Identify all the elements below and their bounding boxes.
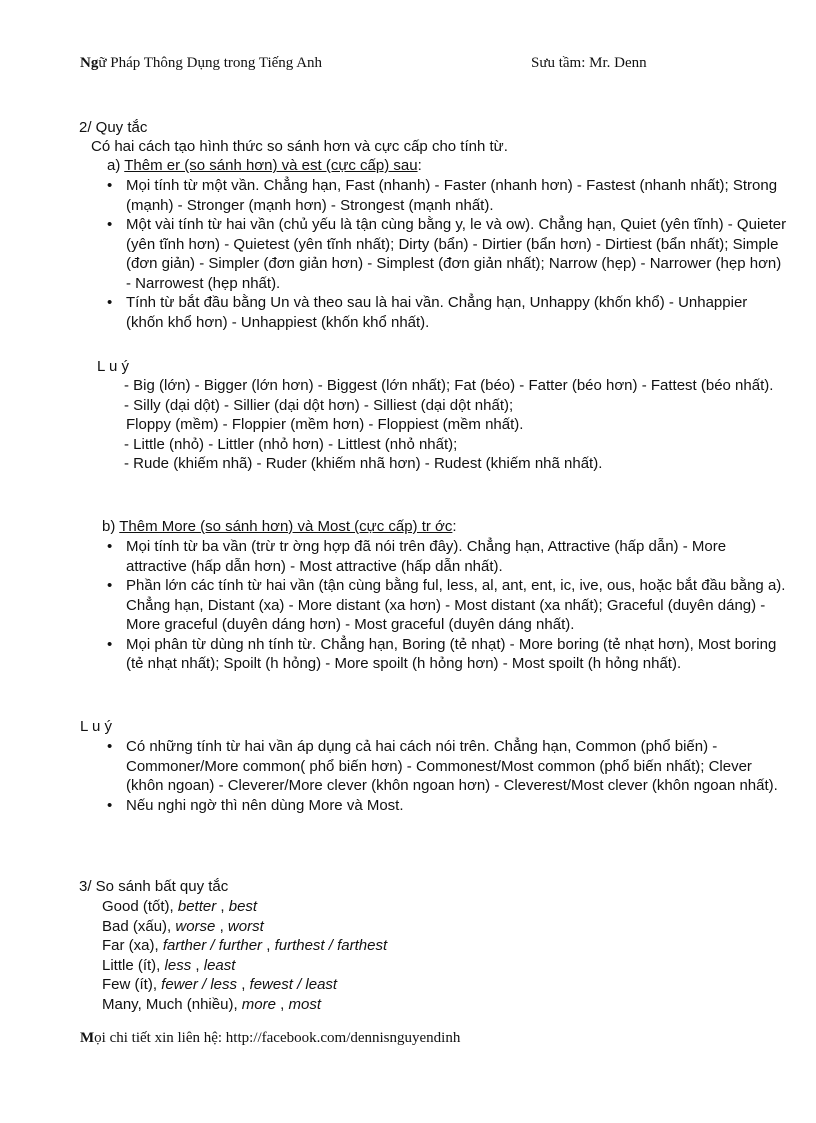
note1-label: L u ý: [97, 358, 129, 375]
part-a-suffix: :: [417, 157, 422, 174]
irregular-superlative: best: [228, 898, 258, 915]
irregular-sep: ,: [220, 898, 225, 915]
part-a-title-text: Thêm er (so sánh hơn) và est (cực cấp) sau: [124, 157, 418, 174]
bullet-text: • Nếu nghi ngờ thì nên dùng More và Most.: [126, 796, 404, 814]
footer-initial: M: [80, 1030, 95, 1046]
irregular-row: [102, 956, 235, 976]
list-item: [107, 796, 787, 816]
note-line: - Silly (dại dột) - Sillier (dại dột hơn) - Silliest (dại dột nhất);: [124, 396, 514, 414]
note1-block: [124, 376, 784, 474]
list-item: [107, 576, 787, 635]
irregular-sep: ,: [241, 976, 246, 993]
part-b-title: [102, 517, 457, 537]
part-b-prefix: b): [102, 518, 120, 535]
irregular-base: Far (xa),: [102, 937, 159, 954]
bullet-text: • Mọi tính từ ba vần (trừ tr ờng hợp đã nói trên đây). Chẳng hạn, Attractive (hấp dẫn) - More attractive (hấp dẫn hơn) - Most attractive (hấp dẫn nhất).: [126, 538, 727, 575]
irregular-base: Many, Much (nhiều),: [102, 996, 238, 1013]
list-item: [107, 635, 787, 674]
irregular-superlative: furthest / farthest: [274, 937, 388, 954]
page-header-collector: Sưu tầm: Mr. Denn: [531, 55, 647, 71]
irregular-sep: ,: [219, 918, 224, 935]
list-item: [107, 176, 787, 215]
irregular-sep: ,: [195, 957, 200, 974]
irregular-comparative: more: [241, 996, 276, 1013]
irregular-superlative: most: [288, 996, 321, 1013]
note-line: - Big (lớn) - Bigger (lớn hơn) - Biggest (lớn nhất); Fat (béo) - Fatter (béo hơn) - Fattest (béo nhất).: [124, 377, 774, 394]
irregular-comparative: worse: [175, 918, 216, 935]
bullet-text: • Mọi tính từ một vần. Chẳng hạn, Fast (nhanh) - Faster (nhanh hơn) - Fastest (nhanh nhất); Strong (mạnh) - Stronger (mạnh hơn) - Strongest (mạnh nhất).: [126, 177, 778, 214]
part-b-bullet-list: [107, 537, 787, 674]
bullet-text: • Tính từ bắt đầu bằng Un và theo sau là hai vần. Chẳng hạn, Unhappy (khốn khổ) - Unhappier (khốn khổ hơn) - Unhappiest (khốn khổ nhất).: [126, 294, 748, 331]
list-item: [107, 293, 787, 332]
irregular-comparative: better: [177, 898, 217, 915]
list-item: [107, 215, 787, 293]
bullet-text: • Phần lớn các tính từ hai vần (tận cùng bằng ful, less, al, ant, ent, ic, ive, ous, hoặc bắt đầu bằng a). Chẳng hạn, Distant (xa) - More distant (xa hơn) - Most distant (xa nhất); Graceful (duyên dáng) - More graceful (duyên dáng hơn) - Most graceful (duyên dáng nhất).: [126, 577, 786, 633]
irregular-comparative: farther / further: [162, 937, 263, 954]
irregular-row: [102, 897, 257, 917]
irregular-base: Bad (xấu),: [102, 918, 172, 935]
irregular-sep: ,: [266, 937, 271, 954]
note-line: - Rude (khiếm nhã) - Ruder (khiếm nhã hơn) - Rudest (khiếm nhã nhất).: [124, 455, 603, 472]
bullet-text: • Mọi phân từ dùng nh tính từ. Chẳng hạn, Boring (tẻ nhạt) - More boring (tẻ nhạt hơn), Most boring (tẻ nhạt nhất); Spoilt (h hỏng) - More spoilt (h hỏng hơn) - Most spoilt (h hỏng nhất).: [126, 635, 777, 672]
part-a-bullet-list: [107, 176, 787, 332]
section2-intro: Có hai cách tạo hình thức so sánh hơn và cực cấp cho tính từ.: [91, 138, 508, 155]
note2-bullet-list: [107, 737, 787, 815]
part-b-suffix: :: [452, 518, 457, 535]
page-footer-contact: [80, 1030, 460, 1047]
irregular-superlative: fewest / least: [249, 976, 338, 993]
list-item: [107, 737, 787, 796]
bullet-text: • Có những tính từ hai vần áp dụng cả hai cách nói trên. Chẳng hạn, Common (phổ biến) - Commoner/More common( phổ biến hơn) - Commonest/Most common (phổ biến nhất); Clever (khôn ngoan) - Cleverer/More clever (khôn ngoan hơn) - Cleverest/Most clever (khôn ngoan nhất).: [126, 738, 778, 794]
irregular-comparative: less: [164, 957, 192, 974]
part-b-title-text: Thêm More (so sánh hơn) và Most (cực cấp) tr ớc: [119, 518, 453, 535]
bullet-text: • Một vài tính từ hai vần (chủ yếu là tận cùng bằng y, le và ow). Chẳng hạn, Quiet (yên tĩnh) - Quieter (yên tĩnh hơn) - Quietest (yên tĩnh nhất); Dirty (bẩn) - Dirtier (bẩn hơn) - Dirtiest (bẩn nhất); Simple (đơn giản) - Simpler (đơn giản hơn) - Simplest (đơn giản nhất); Narrow (hẹp) - Narrower (hẹp hơn) - Narrowest (hẹp nhất).: [126, 216, 787, 292]
header-title-rest: ữ Pháp Thông Dụng trong Tiếng Anh: [98, 55, 323, 71]
irregular-base: Few (ít),: [102, 976, 157, 993]
irregular-base: Good (tốt),: [102, 898, 174, 915]
header-title-initial: Ng: [80, 55, 99, 71]
irregular-row: [102, 995, 321, 1015]
list-item: [107, 537, 787, 576]
irregular-superlative: worst: [227, 918, 264, 935]
part-a-prefix: a): [107, 157, 125, 174]
section3-heading: 3/ So sánh bất quy tắc: [79, 878, 229, 895]
irregular-row: [102, 917, 264, 937]
irregular-row: [102, 936, 387, 956]
irregular-base: Little (ít),: [102, 957, 161, 974]
irregular-comparative: fewer / less: [161, 976, 238, 993]
section2-heading: 2/ Quy tắc: [79, 119, 148, 136]
irregular-row: [102, 975, 337, 995]
note-line: - Little (nhỏ) - Littler (nhỏ hơn) - Littlest (nhỏ nhất);: [124, 435, 458, 453]
footer-contact-text: ọi chi tiết xin liên hệ: http://facebook.com/dennisnguyendinh: [94, 1030, 461, 1046]
part-a-title: [107, 156, 422, 176]
note2-label: L u ý: [80, 718, 112, 735]
irregular-superlative: least: [203, 957, 236, 974]
note-line: Floppy (mềm) - Floppier (mềm hơn) - Floppiest (mềm nhất).: [126, 416, 524, 433]
page-header-title: [80, 55, 322, 72]
irregular-sep: ,: [280, 996, 285, 1013]
